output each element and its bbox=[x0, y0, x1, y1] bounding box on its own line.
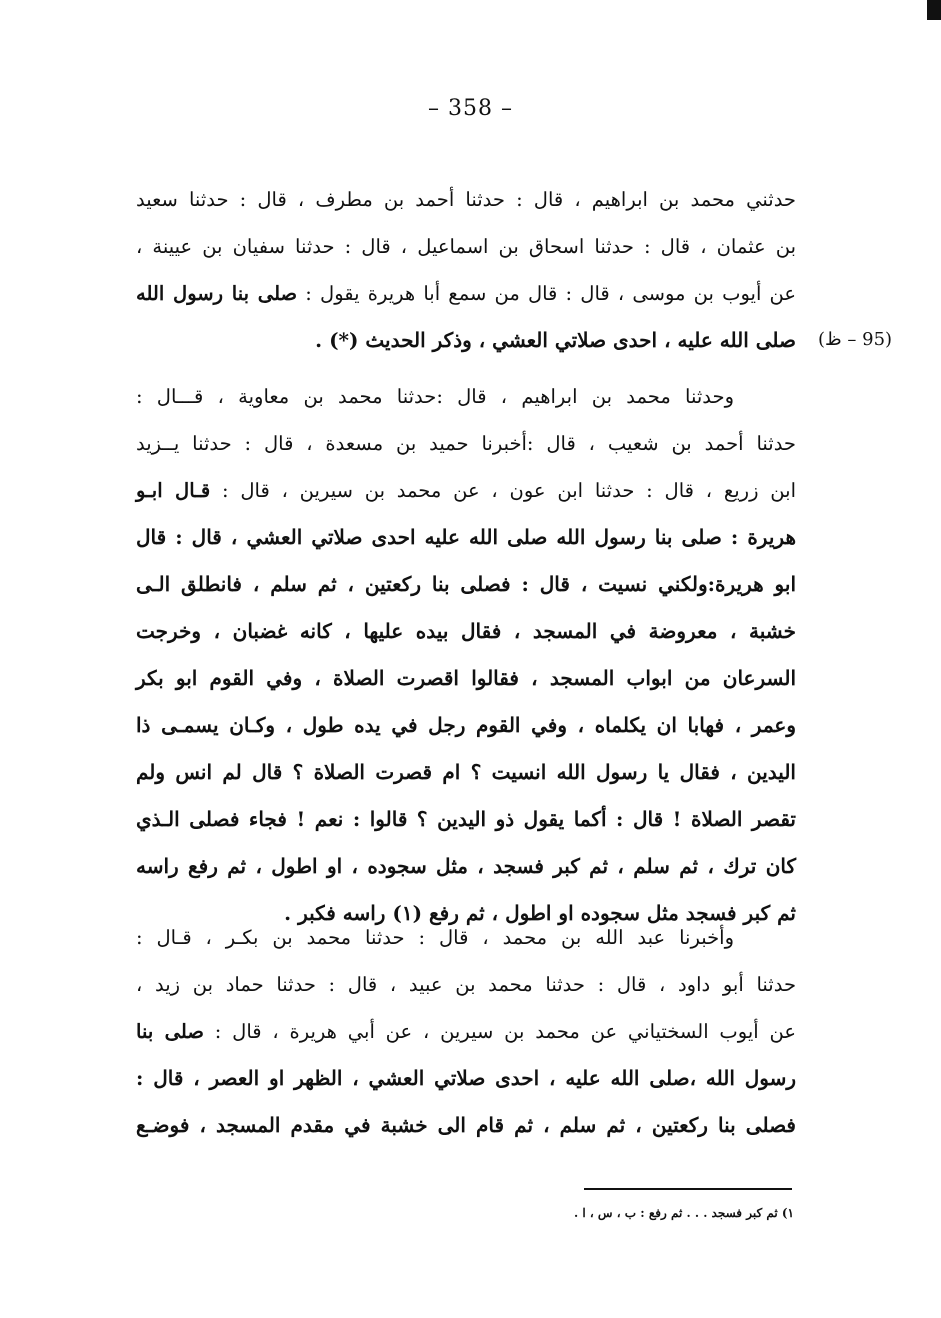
text-line: حدثني محمد بن ابراهيم ، قال : حدثنا أحمد بن مطرف ، قال : حدثنا سعيد bbox=[136, 188, 796, 211]
text-line: بن عثمان ، قال : حدثنا اسحاق بن اسماعيل ، قال : حدثنا سفيان بن عيينة ، bbox=[136, 235, 796, 258]
text-line: خشبة ، معروضة في المسجد ، فقال بيده عليها ، كانه غضبان ، وخرجت bbox=[136, 619, 796, 643]
text-run: عن أيوب بن موسى ، قال : قال من سمع أبا هريرة يقول : bbox=[305, 282, 797, 305]
text-line: اليدين ، فقال يا رسول الله انسيت ؟ ام قصرت الصلاة ؟ قال لم انس ولم bbox=[136, 760, 796, 784]
text-line bbox=[136, 270, 796, 317]
text-run-bold: صلى بنا رسول الله bbox=[136, 282, 298, 305]
text-line: وأخبرنا عبد الله بن محمد ، قال : حدثنا محمد بن بكـر ، قـال : bbox=[136, 926, 734, 949]
text-run-bold: صلى بنا bbox=[136, 1020, 204, 1043]
text-run-bold: قـال ابـو bbox=[136, 479, 211, 502]
text-line: حدثنا أحمد بن شعيب ، قال :أخبرنا حميد بن مسعدة ، قال : حدثنا يــزيد bbox=[136, 432, 796, 455]
footnote: ١) ثم كبر فسجد . . . ثم رفع : ب ، س ، ا . bbox=[574, 1206, 794, 1220]
text-line: السرعان من ابواب المسجد ، فقالوا اقصرت الصلاة ، وفي القوم ابو بكر bbox=[136, 666, 796, 690]
text-line bbox=[136, 467, 796, 514]
text-line: رسول الله ،صلى الله عليه ، احدى صلاتي العشي ، الظهر او العصر ، قال : bbox=[136, 1066, 796, 1090]
page-number: – 358 – bbox=[428, 96, 513, 121]
text-run: عن أيوب السختياني عن محمد بن سيرين ، عن أبي هريرة ، قال : bbox=[214, 1020, 797, 1043]
text-line: ثم كبر فسجد مثل سجوده او اطول ، ثم رفع (١) راسه فكبر . bbox=[284, 901, 796, 925]
paragraph-1 bbox=[136, 176, 796, 364]
text-line: كان ترك ، ثم سلم ، ثم كبر فسجد ، مثل سجوده ، او اطول ، ثم رفع راسه bbox=[136, 854, 796, 878]
text-line: صلى الله عليه ، احدى صلاتي العشي ، وذكر الحديث (*) . bbox=[315, 328, 796, 352]
text-line: هريرة : صلى بنا رسول الله صلى الله عليه احدى صلاتي العشي ، قال : قال bbox=[136, 525, 796, 549]
text-line: تقصر الصلاة ! قال : أكما يقول ذو اليدين ؟ قالوا : نعم ! فجاء فصلى الـذي bbox=[136, 807, 796, 831]
text-line bbox=[136, 1008, 796, 1055]
text-line: حدثنا أبو داود ، قال : حدثنا محمد بن عبيد ، قال : حدثنا حماد بن زيد ، bbox=[136, 973, 796, 996]
text-line: فصلى بنا ركعتين ، ثم سلم ، ثم قام الى خشبة في مقدم المسجد ، فوضـع bbox=[136, 1113, 796, 1137]
text-line: وعمر ، فهابا ان يكلماه ، وفي القوم رجل في يده طول ، وكـان يسمـى ذا bbox=[136, 713, 796, 737]
text-line: ابو هريرة:ولكني نسيت ، قال : فصلى بنا ركعتين ، ثم سلم ، فانطلق الـى bbox=[136, 572, 796, 596]
text-run: ابن زريع ، قال : حدثنا ابن عون ، عن محمد بن سيرين ، قال : bbox=[221, 479, 796, 502]
text-line: وحدثنا محمد بن ابراهيم ، قال :حدثنا محمد بن معاوية ، قـــال : bbox=[136, 385, 734, 408]
paragraph-2 bbox=[136, 373, 796, 937]
margin-note: (95 – ظ) bbox=[818, 329, 893, 350]
paragraph-3 bbox=[136, 914, 796, 1149]
scan-corner-mark bbox=[927, 0, 941, 20]
footnote-separator bbox=[584, 1188, 792, 1190]
